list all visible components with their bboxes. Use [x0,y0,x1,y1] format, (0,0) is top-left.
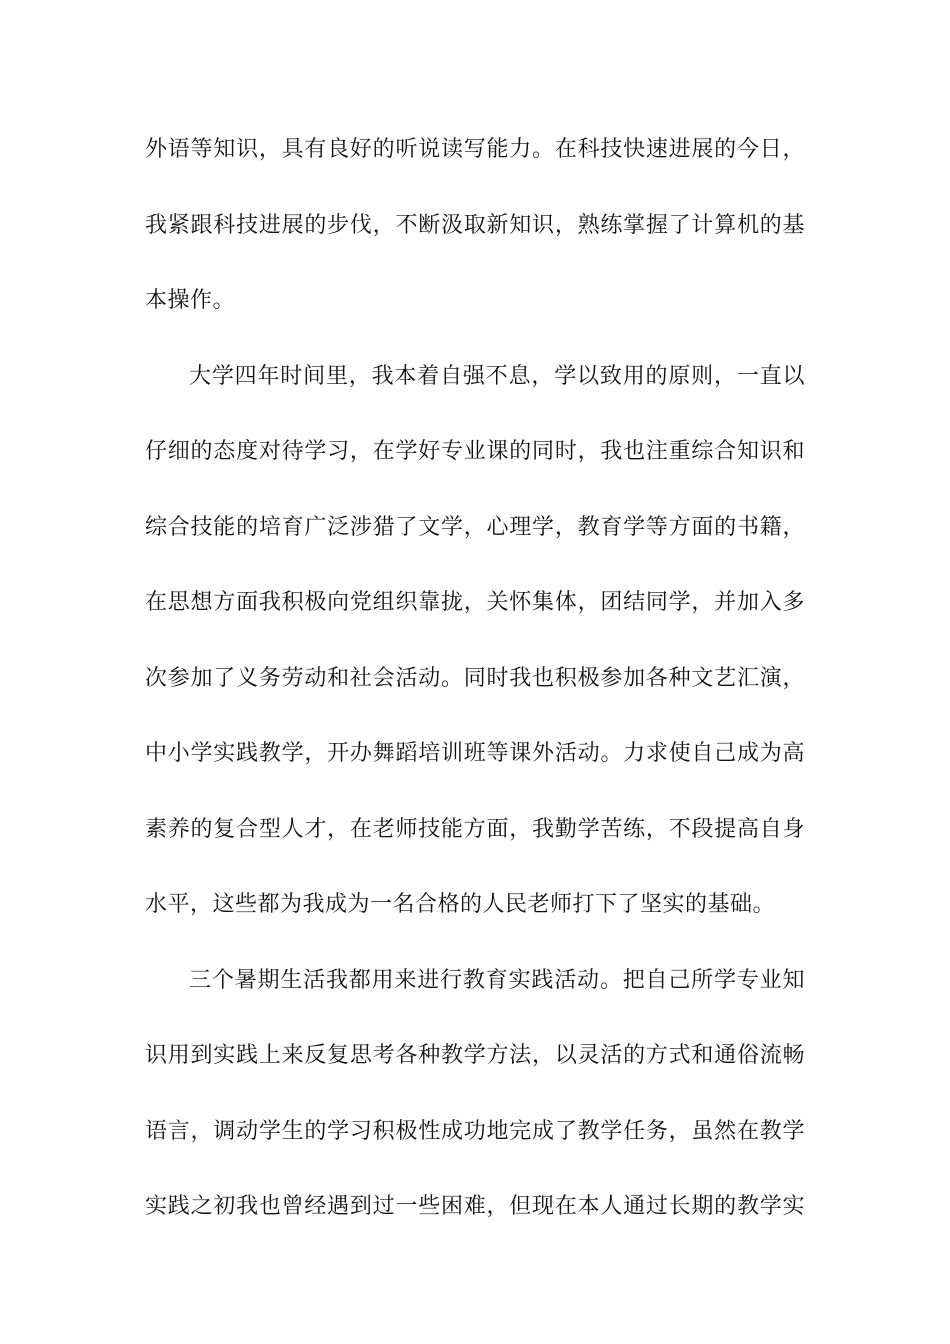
text-line: 实践之初我也曾经遇到过一些困难，但现在本人通过长期的教学实 [145,1194,805,1219]
text-line: 外语等知识，具有良好的听说读写能力。在科技快速进展的今日， [145,137,805,162]
text-line: 我紧跟科技进展的步伐，不断汲取新知识，熟练掌握了计算机的基 [145,212,805,238]
text-line: 水平，这些都为我成为一名合格的人民老师打下了坚实的基础。 [145,892,776,917]
text-line: 仔细的态度对待学习，在学好专业课的同时，我也注重综合知识和 [145,439,805,464]
body-text [145,126,805,1259]
text-line: 识用到实践上来反复思考各种教学方法，以灵活的方式和通俗流畅 [145,1043,805,1068]
text-line: 素养的复合型人才，在老师技能方面，我勤学苦练，不段提高自身 [145,816,805,842]
text-line: 语言，调动学生的学习积极性成功地完成了教学任务，虽然在教学 [145,1118,805,1144]
text-line: 次参加了义务劳动和社会活动。同时我也积极参加各种文艺汇演， [145,665,805,691]
text-line: 本操作。 [145,288,236,313]
text-line: 大学四年时间里，我本着自强不息，学以致用的原则，一直以 [189,363,805,389]
text-line: 中小学实践教学，开办舞蹈培训班等课外活动。力求使自己成为高 [145,741,805,766]
text-line: 三个暑期生活我都用来进行教育实践活动。把自己所学专业知 [189,967,805,993]
text-line: 综合技能的培育广泛涉猎了文学，心理学，教育学等方面的书籍， [145,514,805,540]
text-line: 在思想方面我积极向党组织靠拢，关怀集体，团结同学，并加入多 [145,590,805,615]
